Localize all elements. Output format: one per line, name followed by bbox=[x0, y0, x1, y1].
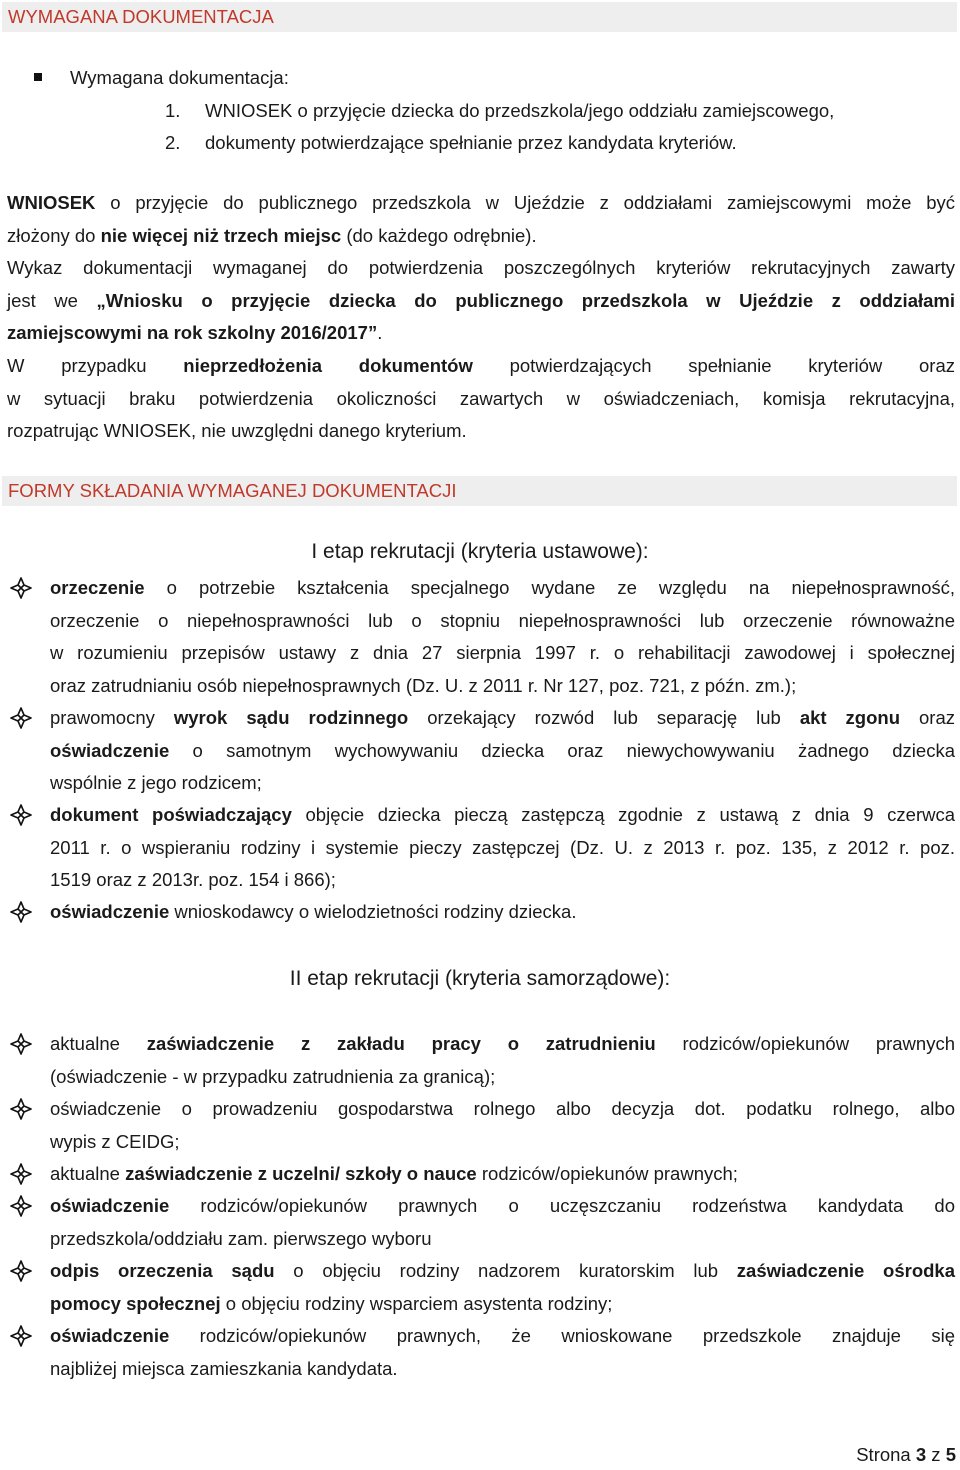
paragraph-line: w sytuacji braku potwierdzenia okoliczności zawartych w oświadczeniach, komisja rekrutacyjna, bbox=[7, 388, 955, 409]
text: W przypadku bbox=[7, 355, 184, 376]
diamond-bullet-icon bbox=[10, 1098, 32, 1120]
bold-text: orzeczenie bbox=[50, 577, 145, 598]
list-item bbox=[50, 1093, 955, 1158]
page-separator: z bbox=[926, 1444, 946, 1465]
item-line: oraz zatrudnianiu osób niepełnosprawnych (Dz. U. z 2011 r. Nr 127, poz. 721, z późn. zm.); bbox=[50, 674, 797, 696]
bold-text: pomocy społecznej bbox=[50, 1292, 221, 1314]
text: o potrzebie kształcenia specjalnego wydane ze względu na niepełnosprawność, bbox=[144, 577, 955, 598]
diamond-bullet-icon bbox=[10, 1033, 32, 1055]
item-line: 2011 r. o wspieraniu rodziny i systemie pieczy zastępczej (Dz. U. z 2013 r. poz. 135, z 2012 r. poz. bbox=[50, 836, 955, 858]
paragraph-line bbox=[7, 286, 955, 316]
paragraph-line: Wykaz dokumentacji wymaganej do potwierdzenia poszczególnych kryteriów rekrutacyjnych zawarty bbox=[7, 257, 955, 278]
text: wnioskodawcy o wielodzietności rodziny dziecka. bbox=[169, 901, 577, 922]
diamond-bullet-icon bbox=[10, 1325, 32, 1347]
bold-text: zamiejscowymi na rok szkolny 2016/2017” bbox=[7, 322, 378, 343]
square-bullet-icon bbox=[34, 73, 42, 81]
item-line bbox=[50, 1288, 955, 1321]
paragraph-line bbox=[7, 221, 537, 251]
bold-text: dokument poświadczający bbox=[50, 804, 292, 825]
section-header-required-docs: WYMAGANA DOKUMENTACJA bbox=[2, 2, 957, 32]
bullet-label: Wymagana dokumentacja: bbox=[70, 67, 289, 88]
text: . bbox=[377, 322, 383, 343]
bold-text: zaświadczenie ośrodka bbox=[736, 1260, 955, 1281]
item-line: oświadczenie o prowadzeniu gospodarstwa rolnego albo decyzja dot. podatku rolnego, albo bbox=[50, 1098, 955, 1119]
list-item bbox=[50, 896, 955, 929]
item-line: w rozumieniu przepisów ustawy z dnia 27 sierpnia 1997 r. o rehabilitacji zawodowej i społecznej bbox=[50, 642, 955, 663]
item-line bbox=[50, 799, 955, 832]
bold-text: zaświadczenie z uczelni/ szkoły o nauce bbox=[125, 1163, 477, 1184]
list-item bbox=[50, 1255, 955, 1320]
item-line: przedszkola/oddziału zam. pierwszego wyboru bbox=[50, 1227, 432, 1249]
bold-text: oświadczenie bbox=[50, 739, 170, 761]
bold-text: nieprzedłożenia dokumentów bbox=[183, 355, 473, 376]
item-line: orzeczenie o niepełnosprawności lub o stopniu niepełnosprawności lub orzeczenie równoważne bbox=[50, 609, 955, 631]
page-prefix: Strona bbox=[856, 1444, 916, 1465]
paragraph-line bbox=[7, 351, 955, 381]
list-item-text: WNIOSEK o przyjęcie dziecka do przedszkola/jego oddziału zamiejscowego, bbox=[205, 100, 835, 121]
text: oraz bbox=[900, 707, 955, 728]
list-item bbox=[50, 1190, 955, 1255]
item-line bbox=[50, 702, 955, 735]
text: prawomocny bbox=[50, 707, 174, 728]
bold-text: „Wniosku o przyjęcie dziecka do publicznego przedszkola w Ujeździe z oddziałami bbox=[96, 290, 955, 311]
item-line bbox=[50, 896, 955, 929]
list-item bbox=[50, 1158, 955, 1191]
text: złożony do bbox=[7, 225, 101, 246]
text: orzekający rozwód lub separację lub bbox=[408, 707, 800, 728]
bold-text: WNIOSEK bbox=[7, 192, 96, 213]
text: (do każdego odrębnie). bbox=[341, 225, 537, 246]
diamond-bullet-icon bbox=[10, 1163, 32, 1185]
item-line bbox=[50, 572, 955, 605]
text: objęcie dziecka pieczą zastępczą zgodnie z ustawą z dnia 9 czerwca bbox=[291, 804, 956, 825]
list-item bbox=[50, 1028, 955, 1093]
item-line bbox=[50, 1190, 955, 1223]
item-line: najbliżej miejsca zamieszkania kandydata. bbox=[50, 1357, 398, 1379]
text: jest we bbox=[7, 290, 97, 311]
item-line bbox=[50, 1320, 955, 1353]
text: o objęciu rodziny wsparciem asystenta rodziny; bbox=[220, 1292, 613, 1314]
list-item bbox=[50, 572, 955, 702]
item-line: 1519 oraz z 2013r. poz. 154 i 866); bbox=[50, 869, 336, 890]
bold-text: zaświadczenie z zakładu pracy o zatrudnieniu bbox=[146, 1033, 656, 1054]
text: o objęciu rodziny nadzorem kuratorskim lub bbox=[274, 1260, 737, 1281]
text: rodziców/opiekunów prawnych bbox=[655, 1033, 955, 1054]
bold-text: odpis orzeczenia sądu bbox=[50, 1260, 275, 1281]
item-line bbox=[50, 1158, 955, 1191]
diamond-bullet-icon bbox=[10, 901, 32, 923]
section-header-submission-forms: FORMY SKŁADANIA WYMAGANEJ DOKUMENTACJI bbox=[2, 476, 957, 506]
text: rodziców/opiekunów prawnych; bbox=[476, 1163, 738, 1184]
item-line bbox=[50, 1028, 955, 1061]
list-item-number: 2. bbox=[165, 132, 181, 153]
text: aktualne bbox=[50, 1163, 126, 1184]
item-line: (oświadczenie - w przypadku zatrudnienia za granicą); bbox=[50, 1065, 496, 1087]
item-line: wspólnie z jego rodzicem; bbox=[50, 772, 262, 793]
paragraph-line: rozpatrując WNIOSEK, nie uwzględni danego kryterium. bbox=[7, 420, 467, 441]
stage-2-title: II etap rekrutacji (kryteria samorządowe): bbox=[289, 967, 671, 990]
current-page: 3 bbox=[915, 1444, 927, 1465]
item-line bbox=[50, 735, 955, 768]
total-pages: 5 bbox=[945, 1444, 956, 1465]
list-item bbox=[50, 799, 955, 897]
text: aktualne bbox=[50, 1033, 147, 1054]
bold-text: oświadczenie bbox=[50, 901, 170, 922]
bold-text: nie więcej niż trzech miejsc bbox=[100, 225, 342, 246]
list-item-text: dokumenty potwierdzające spełnianie przez kandydata kryteriów. bbox=[205, 132, 737, 153]
diamond-bullet-icon bbox=[10, 804, 32, 826]
bold-text: akt zgonu bbox=[799, 707, 901, 728]
bold-text: oświadczenie bbox=[50, 1195, 170, 1216]
list-item-number: 1. bbox=[165, 100, 181, 121]
stage-1-title: I etap rekrutacji (kryteria ustawowe): bbox=[311, 540, 649, 563]
text: o przyjęcie do publicznego przedszkola w Ujeździe z oddziałami zamiejscowymi może być bbox=[95, 192, 955, 213]
list-item bbox=[50, 702, 955, 800]
paragraph-line bbox=[7, 188, 955, 218]
list-item bbox=[50, 1320, 955, 1385]
text: rodziców/opiekunów prawnych, że wnioskowane przedszkole znajduje się bbox=[169, 1325, 955, 1346]
diamond-bullet-icon bbox=[10, 1260, 32, 1282]
diamond-bullet-icon bbox=[10, 707, 32, 729]
text: o samotnym wychowywaniu dziecka oraz niewychowywaniu żadnego dziecka bbox=[169, 739, 955, 761]
paragraph-line bbox=[7, 318, 382, 348]
diamond-bullet-icon bbox=[10, 577, 32, 599]
item-line bbox=[50, 1255, 955, 1288]
bold-text: wyrok sądu rodzinnego bbox=[173, 707, 409, 728]
item-line: wypis z CEIDG; bbox=[50, 1130, 180, 1152]
text: potwierdzających spełnianie kryteriów oraz bbox=[472, 355, 955, 376]
diamond-bullet-icon bbox=[10, 1195, 32, 1217]
bold-text: oświadczenie bbox=[50, 1325, 170, 1346]
text: rodziców/opiekunów prawnych o uczęszczaniu rodzeństwa kandydata do bbox=[169, 1195, 955, 1216]
